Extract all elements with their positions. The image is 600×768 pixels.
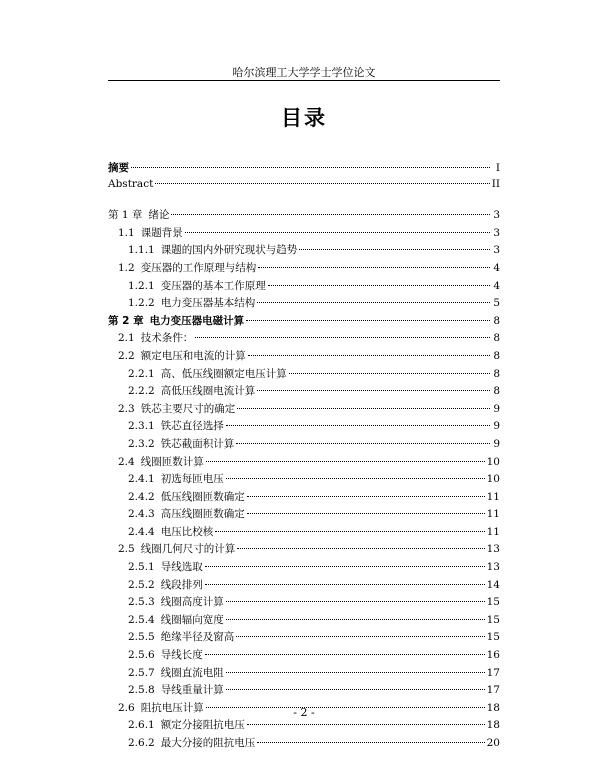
toc-entry-number: 1.2.2 [128, 297, 155, 310]
toc-entry-label: 技术条件： [140, 332, 194, 345]
toc-entry-number: 2.5 [118, 543, 135, 556]
dot-leader [226, 689, 485, 690]
toc-entry-label: 线圈高度计算 [160, 596, 224, 609]
toc-entry-number: 2.2.2 [128, 385, 155, 398]
page-number: - 2 - [293, 706, 315, 719]
toc-entry-label: 电力变压器电磁计算 [149, 314, 245, 327]
toc-entry-label: 导线选取 [160, 561, 203, 574]
dot-leader [236, 443, 490, 444]
toc-entry-label: 导线长度 [160, 649, 203, 662]
toc-entry-label: 线圈直流电阻 [160, 666, 224, 679]
toc-entry[interactable] [108, 665, 500, 683]
dot-leader [155, 183, 489, 184]
toc-entry-label: 线圈匝数计算 [140, 455, 204, 468]
toc-entry-label: 课题背景 [140, 226, 183, 239]
toc-entry-page: 14 [486, 578, 500, 591]
running-header: 哈尔滨理工大学学士学位论文 [232, 66, 376, 79]
toc-entry-label: 变压器的基本工作原理 [160, 279, 266, 292]
dot-leader [206, 461, 485, 462]
toc-entry-page: 15 [486, 596, 500, 609]
dot-leader [247, 724, 485, 725]
toc-entry-page: 13 [486, 561, 500, 574]
toc-entry-label: 铁芯主要尺寸的确定 [140, 402, 236, 415]
toc-entry-page: 4 [493, 261, 500, 274]
toc-entry-label: 高低压线圈电流计算 [160, 385, 256, 398]
toc-entry[interactable] [108, 278, 500, 296]
page-title: 目录 [281, 106, 327, 130]
toc-entry-page: 10 [486, 455, 500, 468]
toc-entry-page: 9 [493, 420, 500, 433]
toc-entry-label: 摘要 [108, 162, 129, 174]
toc-entry-label: 电力变压器基本结构 [160, 297, 256, 310]
toc-entry[interactable] [108, 178, 500, 196]
dot-leader [226, 425, 490, 426]
toc-entry-page: 18 [486, 719, 500, 732]
toc-entry[interactable] [108, 471, 500, 489]
toc-entry[interactable] [108, 612, 500, 630]
toc-entry-number: 2.4.2 [128, 490, 155, 503]
dot-leader [247, 513, 485, 514]
toc-entry-number: 2.2.1 [128, 367, 155, 380]
dot-leader [237, 548, 484, 549]
toc-entry-label: 线段排列 [160, 578, 203, 591]
toc-entry-label: 额定分接阻抗电压 [160, 719, 245, 732]
dot-leader [171, 214, 490, 215]
toc-entry-page: 3 [493, 226, 500, 239]
toc-entry-page: 11 [486, 508, 500, 521]
toc-entry[interactable] [108, 541, 500, 559]
toc-entry[interactable] [108, 524, 500, 542]
toc-entry-page: 10 [486, 473, 500, 486]
dot-leader [247, 496, 485, 497]
dot-leader [257, 742, 484, 743]
dot-leader [246, 320, 490, 321]
toc-entry-label: Abstract [108, 177, 154, 190]
toc-entry-label: 高压线圈匝数确定 [160, 508, 245, 521]
toc-entry-number: 2.6.1 [128, 719, 155, 732]
dot-leader [185, 232, 490, 233]
toc-entry-page: 8 [493, 385, 500, 398]
toc-entry-page: 15 [486, 613, 500, 626]
toc-entry[interactable] [108, 295, 500, 313]
dot-leader [258, 267, 490, 268]
toc-entry-page: II [491, 177, 500, 190]
dot-leader [226, 619, 485, 620]
toc-entry-label: 铁芯截面积计算 [160, 437, 235, 450]
header-rule [108, 80, 500, 81]
toc-entry-label: 低压线圈匝数确定 [160, 490, 245, 503]
toc-entry-page: 20 [486, 737, 500, 749]
toc-entry[interactable] [108, 366, 500, 384]
toc-entry-number: 2.6 [118, 701, 135, 714]
toc-entry-number: 2.2 [118, 349, 135, 362]
toc-entry-page: 8 [493, 367, 500, 380]
toc-entry[interactable] [108, 160, 500, 178]
toc-entry-label: 高、低压线圈额定电压计算 [160, 367, 287, 380]
toc-entry-number: 1.1.1 [128, 244, 155, 257]
toc-entry-label: 线圈辐向宽度 [160, 613, 224, 626]
dot-leader [257, 302, 490, 303]
toc-entry[interactable] [108, 559, 500, 577]
toc-entry-number: 2.5.6 [128, 649, 155, 662]
toc-entry[interactable] [108, 647, 500, 665]
dot-leader [226, 672, 485, 673]
toc-entry-number: 2.3.2 [128, 437, 155, 450]
toc-entry[interactable] [108, 454, 500, 472]
toc-entry-number: 2.3 [118, 402, 135, 415]
toc-entry-page: 15 [486, 631, 500, 644]
toc-entry[interactable] [108, 735, 500, 753]
dot-leader [226, 601, 485, 602]
toc-entry[interactable] [108, 207, 500, 225]
toc-entry-number: 1.2 [118, 261, 135, 274]
toc-entry-number: 2.5.2 [128, 578, 155, 591]
dot-leader [237, 408, 490, 409]
toc-entry-label: 绪论 [148, 209, 170, 222]
toc-entry-page: 17 [486, 684, 500, 697]
dot-leader [205, 584, 485, 585]
toc-entry-label: 绝缘半径及窗高 [160, 631, 235, 644]
toc-entry[interactable] [108, 313, 500, 331]
toc-entry[interactable] [108, 577, 500, 595]
toc-entry-label: 线圈几何尺寸的计算 [140, 543, 236, 556]
toc-entry-number: 2.6.2 [128, 737, 155, 749]
dot-leader [248, 355, 490, 356]
toc-entry[interactable] [108, 594, 500, 612]
toc-entry-page: 16 [486, 649, 500, 662]
dot-leader [195, 337, 490, 338]
toc-entry[interactable] [108, 436, 500, 454]
toc-entry-number: 2.5.5 [128, 631, 155, 644]
toc-entry-page: 11 [486, 490, 500, 503]
toc-entry-label: 最大分接的阻抗电压 [160, 737, 256, 749]
toc-entry-number: 2.5.3 [128, 596, 155, 609]
toc-entry[interactable] [108, 489, 500, 507]
dot-leader [289, 373, 490, 374]
dot-leader [205, 654, 485, 655]
toc-entry-label: 阻抗电压计算 [140, 701, 204, 714]
toc-entry-number: 2.5.4 [128, 613, 155, 626]
toc-entry[interactable] [108, 682, 500, 700]
toc-entry-label: 课题的国内外研究现状与趋势 [160, 244, 298, 257]
toc-entry-number: 2.3.1 [128, 420, 155, 433]
toc-entry[interactable] [108, 260, 500, 278]
toc-entry-label: 额定电压和电流的计算 [140, 349, 246, 362]
toc-entry-number: 2.5.7 [128, 666, 155, 679]
toc-entry-label: 导线重量计算 [160, 684, 224, 697]
toc-entry-number: 1.1 [118, 226, 135, 239]
toc-entry-number: 2.1 [118, 332, 135, 345]
toc-entry-page: 13 [486, 543, 500, 556]
toc-entry[interactable] [108, 330, 500, 348]
toc-entry-page: 18 [486, 701, 500, 714]
toc-entry[interactable] [108, 242, 500, 260]
toc-entry[interactable] [108, 629, 500, 647]
dot-leader [236, 636, 484, 637]
toc-entry[interactable] [108, 383, 500, 401]
toc-entry-number: 2.4.1 [128, 473, 155, 486]
toc-entry-number: 第 2 章 [108, 314, 144, 327]
toc-entry[interactable] [108, 717, 500, 735]
toc-entry-number: 2.5.1 [128, 561, 155, 574]
toc-entry-number: 2.4 [118, 455, 135, 468]
toc-entry[interactable] [108, 401, 500, 419]
toc-entry-page: 9 [493, 402, 500, 415]
toc-entry-page: 4 [493, 279, 500, 292]
toc-entry-number: 2.4.3 [128, 508, 155, 521]
toc-entry-page: 9 [493, 437, 500, 450]
toc-entry-page: 17 [486, 666, 500, 679]
toc-entry-page: 5 [493, 297, 500, 310]
dot-leader [268, 285, 490, 286]
dot-leader [257, 390, 490, 391]
toc-entry-number: 2.4.4 [128, 525, 155, 538]
toc-entry-page: I [495, 162, 500, 174]
toc-entry-number: 1.2.1 [128, 279, 155, 292]
toc-entry[interactable] [108, 506, 500, 524]
dot-leader [131, 167, 490, 168]
toc-entry-label: 变压器的工作原理与结构 [140, 261, 257, 274]
toc-entry-number: 2.5.8 [128, 684, 155, 697]
toc-entry-label: 电压比校核 [160, 525, 214, 538]
dot-leader [299, 249, 490, 250]
toc-entry-page: 8 [493, 314, 500, 327]
toc-entry-page: 3 [493, 244, 500, 257]
table-of-contents [108, 160, 500, 753]
toc-entry-label: 铁芯直径选择 [160, 420, 224, 433]
dot-leader [226, 478, 485, 479]
toc-entry[interactable] [108, 225, 500, 243]
toc-entry[interactable] [108, 418, 500, 436]
dot-leader [205, 566, 485, 567]
toc-entry-page: 8 [493, 332, 500, 345]
toc-entry-label: 初选每匝电压 [160, 473, 224, 486]
toc-entry-page: 3 [493, 209, 500, 222]
dot-leader [215, 531, 484, 532]
toc-entry[interactable] [108, 348, 500, 366]
toc-entry-page: 11 [486, 525, 500, 538]
toc-entry-page: 8 [493, 349, 500, 362]
toc-entry-number: 第 1 章 [108, 209, 143, 222]
